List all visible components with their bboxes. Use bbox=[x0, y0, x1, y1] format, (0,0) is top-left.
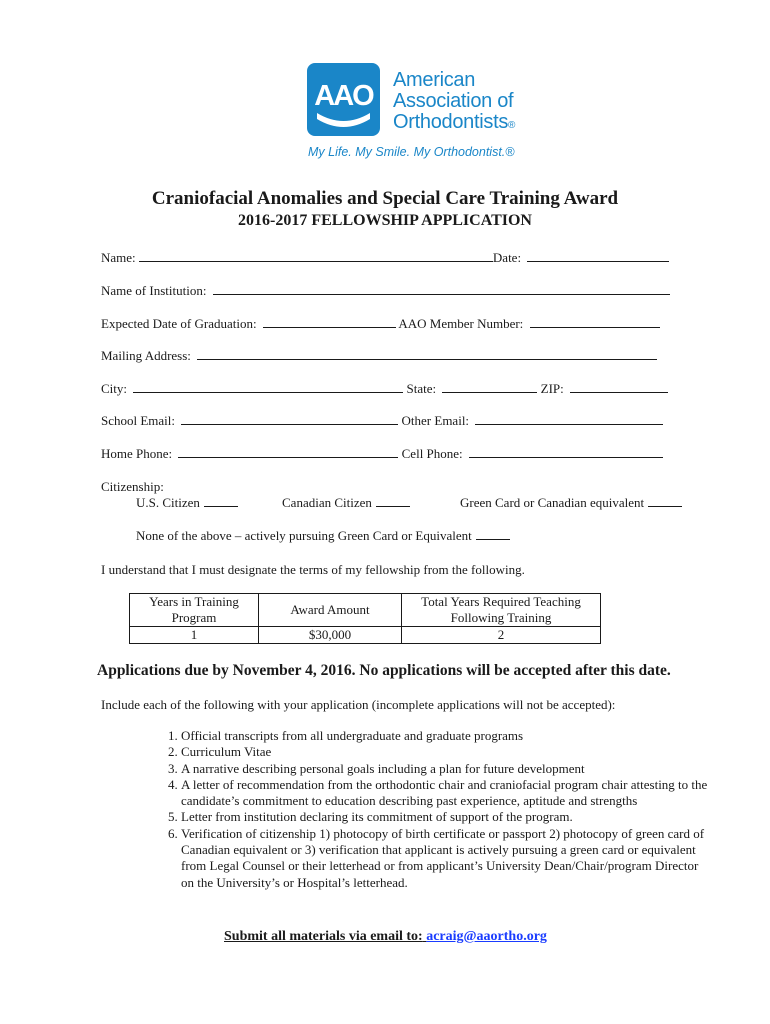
smile-icon bbox=[317, 113, 370, 127]
submit-text: Submit all materials via email to: bbox=[224, 929, 423, 944]
include-intro: Include each of the following with your application (incomplete applications will not be accepted): bbox=[101, 697, 616, 712]
page-subtitle: 2016-2017 FELLOWSHIP APPLICATION bbox=[238, 212, 532, 229]
list-item: 2. Curriculum Vitae bbox=[181, 744, 711, 760]
submit-email-link[interactable]: acraig@aaortho.org bbox=[426, 929, 547, 944]
state-field[interactable] bbox=[442, 380, 537, 393]
page-title: Craniofacial Anomalies and Special Care Training Award bbox=[151, 188, 619, 209]
home-phone-field[interactable] bbox=[178, 445, 398, 458]
phone-row bbox=[101, 445, 663, 462]
citizenship-label: Citizenship: bbox=[101, 479, 164, 494]
citizenship-us-blank[interactable] bbox=[204, 496, 238, 507]
registered-mark: ® bbox=[508, 120, 516, 131]
home-phone-label: Home Phone: bbox=[101, 446, 173, 461]
other-email-field[interactable] bbox=[475, 412, 663, 425]
graduation-row bbox=[101, 315, 660, 332]
institution-field[interactable] bbox=[213, 282, 670, 295]
name-field[interactable] bbox=[139, 249, 493, 262]
terms-header-teaching: Total Years Required Teaching Following Training bbox=[402, 594, 601, 627]
name-label: Name: bbox=[101, 250, 136, 265]
cell-phone-label: Cell Phone: bbox=[401, 446, 463, 461]
date-label: Date: bbox=[492, 250, 522, 265]
city-label: City: bbox=[101, 381, 128, 396]
aao-logo-graphic bbox=[307, 63, 380, 136]
deadline-notice: Applications due by November 4, 2016. No applications will be accepted after this date. bbox=[97, 662, 671, 679]
cell-phone-field[interactable] bbox=[469, 445, 663, 458]
aao-logo-mark bbox=[307, 63, 380, 136]
city-row bbox=[101, 380, 668, 397]
graduation-field[interactable] bbox=[263, 315, 396, 328]
terms-header-row bbox=[130, 594, 601, 627]
terms-cell-amount: $30,000 bbox=[259, 627, 402, 644]
citizenship-green-card[interactable]: Green Card or Canadian equivalent bbox=[460, 495, 682, 511]
zip-field[interactable] bbox=[570, 380, 668, 393]
terms-intro: I understand that I must designate the terms of my fellowship from the following. bbox=[101, 562, 525, 577]
school-email-field[interactable] bbox=[181, 412, 398, 425]
terms-cell-teaching: 2 bbox=[402, 627, 601, 644]
zip-label: ZIP: bbox=[540, 381, 564, 396]
mailing-row bbox=[101, 347, 657, 364]
citizenship-none-blank[interactable] bbox=[476, 529, 510, 540]
name-row bbox=[101, 249, 669, 266]
requirements-list bbox=[150, 728, 711, 891]
logo-mark-text: AAO bbox=[314, 80, 373, 112]
org-name-line-3: Orthodontists® bbox=[393, 111, 516, 133]
school-email-label: School Email: bbox=[101, 413, 176, 428]
state-label: State: bbox=[406, 381, 437, 396]
citizenship-green-card-blank[interactable] bbox=[648, 496, 682, 507]
citizenship-canadian[interactable]: Canadian Citizen bbox=[282, 495, 410, 511]
citizenship-none[interactable]: None of the above – actively pursuing Green Card or Equivalent bbox=[136, 528, 510, 544]
citizenship-canadian-blank[interactable] bbox=[376, 496, 410, 507]
mailing-label: Mailing Address: bbox=[101, 348, 191, 363]
terms-table bbox=[129, 593, 601, 644]
date-field[interactable] bbox=[527, 249, 669, 262]
list-item: 5. Letter from institution declaring its commitment of support of the program. bbox=[181, 809, 711, 825]
tagline: My Life. My Smile. My Orthodontist.® bbox=[308, 145, 515, 159]
citizenship-us[interactable]: U.S. Citizen bbox=[136, 495, 238, 511]
table-row bbox=[130, 627, 601, 644]
submit-instructions bbox=[224, 929, 547, 945]
terms-header-amount: Award Amount bbox=[259, 594, 402, 627]
other-email-label: Other Email: bbox=[401, 413, 470, 428]
list-item: 6. Verification of citizenship 1) photocopy of birth certificate or passport 2) photocopy of green card of Canadian equivalent or 3) verification that applicant is actively pursuing a green card or equivalent from Legal Counsel or their letterhead or from applicant’s University Dean/Chair/program Director on the University’s or Hospital’s letterhead. bbox=[181, 826, 711, 891]
city-field[interactable] bbox=[133, 380, 403, 393]
member-number-field[interactable] bbox=[530, 315, 660, 328]
institution-label: Name of Institution: bbox=[101, 283, 207, 298]
list-item: 3. A narrative describing personal goals including a plan for future development bbox=[181, 761, 711, 777]
terms-header-years: Years in Training Program bbox=[130, 594, 259, 627]
graduation-label: Expected Date of Graduation: bbox=[101, 316, 257, 331]
mailing-field[interactable] bbox=[197, 347, 657, 360]
org-name-line-1: American bbox=[393, 69, 476, 91]
email-row bbox=[101, 412, 663, 429]
list-item: 1. Official transcripts from all undergraduate and graduate programs bbox=[181, 728, 711, 744]
member-number-label: AAO Member Number: bbox=[398, 316, 524, 331]
org-name-line-2: Association of bbox=[393, 90, 514, 112]
institution-row bbox=[101, 282, 670, 299]
list-item: 4. A letter of recommendation from the orthodontic chair and craniofacial program chair attesting to the candidate’s commitment to education describing past experience, aptitude and strengths bbox=[181, 777, 711, 810]
terms-cell-years: 1 bbox=[130, 627, 259, 644]
